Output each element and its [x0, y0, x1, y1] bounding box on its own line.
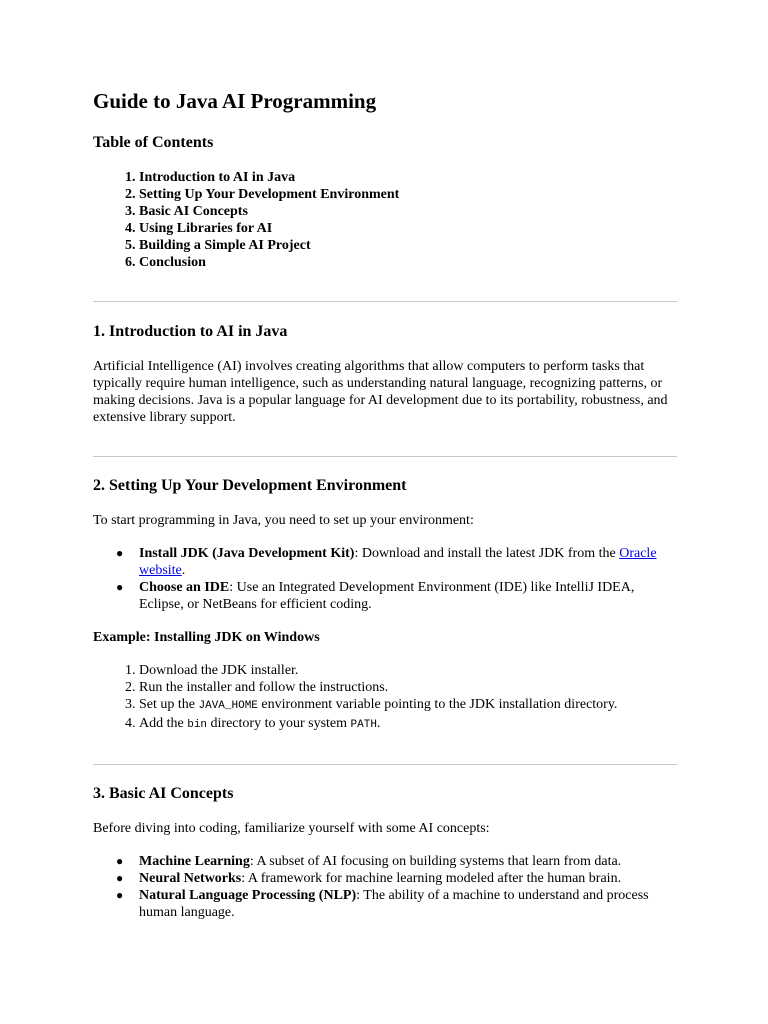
toc-heading: Table of Contents [93, 134, 214, 151]
bullet-term: Choose an IDE [139, 580, 230, 595]
toc-item: 3. Basic AI Concepts [139, 203, 677, 220]
step-text: Set up the [139, 697, 199, 712]
list-item [139, 696, 677, 715]
section-3-intro: Before diving into coding, familiarize yourself with some AI concepts: [93, 821, 490, 836]
bullet-icon: ● [116, 888, 124, 902]
bullet-icon: ● [116, 871, 124, 885]
list-item: 1. Download the JDK installer. [139, 662, 677, 679]
bullet-term: Neural Networks [139, 871, 242, 886]
bullet-text: : The ability of a machine to understand and process human language. [139, 888, 649, 920]
toc-item: 6. Conclusion [139, 254, 677, 271]
toc-item: 1. Introduction to AI in Java [139, 169, 677, 186]
section-1-paragraph: Artificial Intelligence (AI) involves creating algorithms that allow computers to perform tasks that typically require human intelligence, such as understanding natural language, recognizing patterns, or making decisions. Java is a popular language for AI development due to its portability, robustness, and extensive library support. [93, 359, 668, 425]
bullet-text: . [181, 563, 186, 578]
example-heading: Example: Installing JDK on Windows [93, 630, 320, 645]
document-content [93, 88, 677, 921]
list-item [116, 545, 677, 579]
list-item [116, 853, 677, 870]
section-2-heading: 2. Setting Up Your Development Environment [93, 477, 407, 494]
toc-item: 2. Setting Up Your Development Environment [139, 186, 677, 203]
toc-item: 5. Building a Simple AI Project [139, 237, 677, 254]
setup-bullet-list [93, 545, 677, 613]
step-text: directory to your system [207, 716, 351, 731]
step-text: environment variable pointing to the JDK installation directory. [257, 697, 618, 712]
bullet-term: Machine Learning [139, 854, 250, 869]
concepts-bullet-list [93, 853, 677, 921]
code-bin: bin [187, 719, 208, 731]
page-title: Guide to Java AI Programming [93, 89, 377, 113]
bullet-text: : Use an Integrated Development Environment (IDE) like IntelliJ IDEA, Eclipse, or NetBeans for efficient coding. [139, 580, 635, 612]
list-item [116, 887, 677, 921]
code-java-home: JAVA_HOME [198, 700, 258, 712]
list-item [116, 579, 677, 613]
bullet-term: Natural Language Processing (NLP) [139, 888, 357, 903]
bullet-icon: ● [116, 546, 124, 560]
toc-item: 4. Using Libraries for AI [139, 220, 677, 237]
section-3-heading: 3. Basic AI Concepts [93, 785, 234, 802]
list-item [139, 715, 677, 734]
bullet-icon: ● [116, 580, 124, 594]
bullet-text: : Download and install the latest JDK from the [354, 546, 620, 561]
list-item [116, 870, 677, 887]
toc-list [93, 169, 677, 271]
step-text: . [376, 716, 381, 731]
section-2-intro: To start programming in Java, you need to set up your environment: [93, 513, 474, 528]
bullet-icon: ● [116, 854, 124, 868]
bullet-term: Install JDK (Java Development Kit) [139, 546, 355, 561]
bullet-text: : A subset of AI focusing on building systems that learn from data. [249, 854, 622, 869]
install-steps-list [93, 662, 677, 734]
code-path: PATH [350, 719, 377, 731]
oracle-website-link[interactable]: Oracle website [139, 546, 657, 578]
bullet-text: : A framework for machine learning modeled after the human brain. [241, 871, 622, 886]
list-item: 2. Run the installer and follow the instructions. [139, 679, 677, 696]
step-text: Add the [139, 716, 188, 731]
section-1-heading: 1. Introduction to AI in Java [93, 323, 288, 340]
